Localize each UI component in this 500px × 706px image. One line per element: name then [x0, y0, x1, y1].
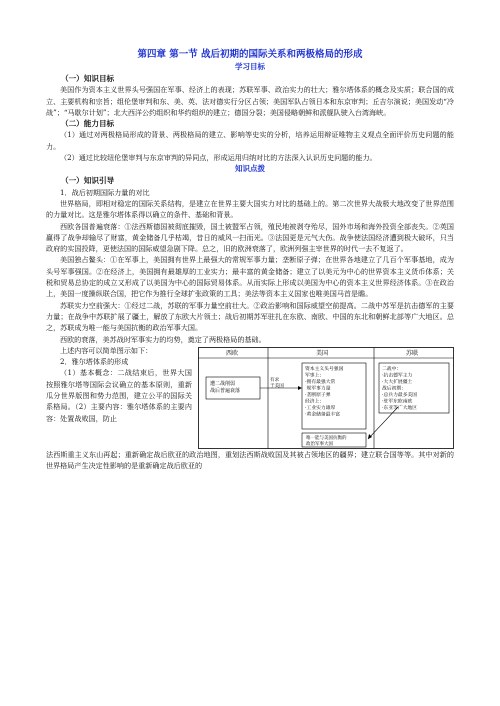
knowledge-goals-text: 美国作为资本主义世界头号强国在军事、经济上的表现；苏联军事、政治实力的壮大；雅尔塔体系的概念及实质；联合国的成立、主要机构和宗旨；组伦堡审判和东、美、英、法对德实行分区占领；美国军队占领日本和东京审判；丘吉尔演说；美国发动“冷战”；“马歇尔计划”；北大西洋公约组织和华约组织的建立；德国分裂；美国侵略朝鲜和派舰队驶入台湾海峡。	[46, 85, 454, 117]
paragraph-5: 苏联实力空前强大：①经过二战，苏联的军事力量空前壮大。②政治影响和国际威望空前提高。二战中苏军是抗击德军的主要力量；在战争中苏联扩展了疆土，解放了东欧大片领土；战后初期苏军驻扎在东欧、南欧、中国的东北和朝鲜北部等广大地区。总之，苏联成为唯一能与美国抗衡的政治军事大国。	[46, 300, 454, 333]
diagram-col2-title: 美国	[316, 349, 329, 357]
diagram-bottom-center: 唯一能与美国抗衡的政治军事大国	[306, 435, 347, 447]
paragraph-8: 2．雅尔塔体系的形成	[60, 357, 129, 367]
paragraph-4: 美国独占鳌头：①在军事上，美国拥有世界上最强大的常规军事力量；垄断原子弹；在世界各地建立了几百个军事基地，成为头号军事强国。②在经济上，美国拥有最雄厚的工业实力；最丰富的黄金储备；建立了以美元为中心的世界资本主义货币体系；关税和贸易总协定的成立又形成了以美国为中心的国际贸易体系。从而实际上形成以美国为中心的资本主义世界经济体系。③在政治上，美国一度操纵联合国，把它作为推行全球扩张政策的工具；美法等资本主义国家也唯美国马首是瞻。	[46, 255, 454, 299]
paragraph-7: 上述内容可以简单图示如下：	[60, 345, 153, 355]
ability-goals-text-1: （1）通过对两极格局形成的背景、两极格局的建立、影响等史实的分析，培养运用辩证唯物主义观点全面评价历史问题的能力。	[46, 130, 454, 151]
power-comparison-diagram	[198, 347, 454, 449]
knowledge-points-heading: 知识点拨	[235, 164, 265, 174]
ability-goals-text-2: （2）通过比较纽伦堡审判与东京审判的异同点，形成运用归纳对比的方法深入认识历史问题的能力。	[60, 153, 377, 163]
study-goals-heading: 学习目标	[235, 62, 265, 71]
diagram-col1-title: 西欧	[226, 349, 239, 357]
knowledge-goals-heading: （一）知识目标	[61, 74, 115, 83]
chapter-title: 第四章 第一节 战后初期的国际关系和两极格局的形成	[137, 49, 363, 60]
diagram-arrow-label: 有求于美国	[270, 377, 284, 390]
paragraph-1: 1．战后初期国际力量的对比	[60, 187, 150, 197]
paragraph-3: 西欧各国普遍衰落：①法西斯德国被彻底摧毁，国土被盟军占领，殖民地被剥夺殆尽，国外市场和海外投资全部丧失。②英国赢得了战争却输尽了财富，黄金储备几乎枯竭，昔日的威风一扫而光。③法国更是元气大伤。战争使法国经济遭到极大破坏，只当政府的实国投降，更使法国的国际威望急剧下降。总之，旧的欧洲衰落了，欧洲列强主宰世界的时代一去不复返了。	[46, 221, 454, 254]
diagram-row	[46, 345, 454, 449]
paragraph-2: 世界格局，即相对稳定的国际关系结构，是建立在世界主要大国实力对比的基础上的。第二次世界大战极大地改变了世界范围的力量对比。这是雅尔塔体系得以确立的条件、基础和背景。	[46, 198, 454, 220]
diagram-col3-box: 二战中：·抗击德军主力·大大扩展疆土战后初期：·总兵力最多美国·驻军东欧南欧·东亚等广大地区	[382, 366, 418, 411]
left-text-column	[46, 345, 192, 449]
diagram-col2-box: 资本主义头号强国军事上：·拥有最强大常 规军事力量·垄断原子弹经济上：·工业实力雄厚·黄金储备最丰富	[305, 366, 344, 418]
diagram-col1-box: 遭二战削弱战后普遍衰落	[210, 380, 241, 394]
paragraph-6: 西欧的衰落，美苏战时军事实力的均势，奠定了两极格局的基础。	[60, 334, 266, 344]
diagram-col3-title: 苏联	[406, 349, 419, 357]
knowledge-guide-heading: （一）知识引导	[61, 176, 115, 186]
paragraph-10: 法西斯重主义东山再起；重新确定战后欧亚的政治地图，重划法西斯战败国及其被占领地区的疆界；建立联合国等等。其中对新的世界格局产生决定性影响的是重新确定战后欧亚的	[46, 449, 454, 471]
paragraph-9: （1）基本概念：二战结束后，世界大国按照雅尔塔等国际会议确立的基本原则，重新瓜分世界版图和势力范围，建立公平的国际关系格局。（2）主要内容：雅尔塔体系的主要内容：处置战败国，防止	[46, 368, 192, 423]
ability-goals-heading: （二）能力目标	[61, 119, 115, 129]
